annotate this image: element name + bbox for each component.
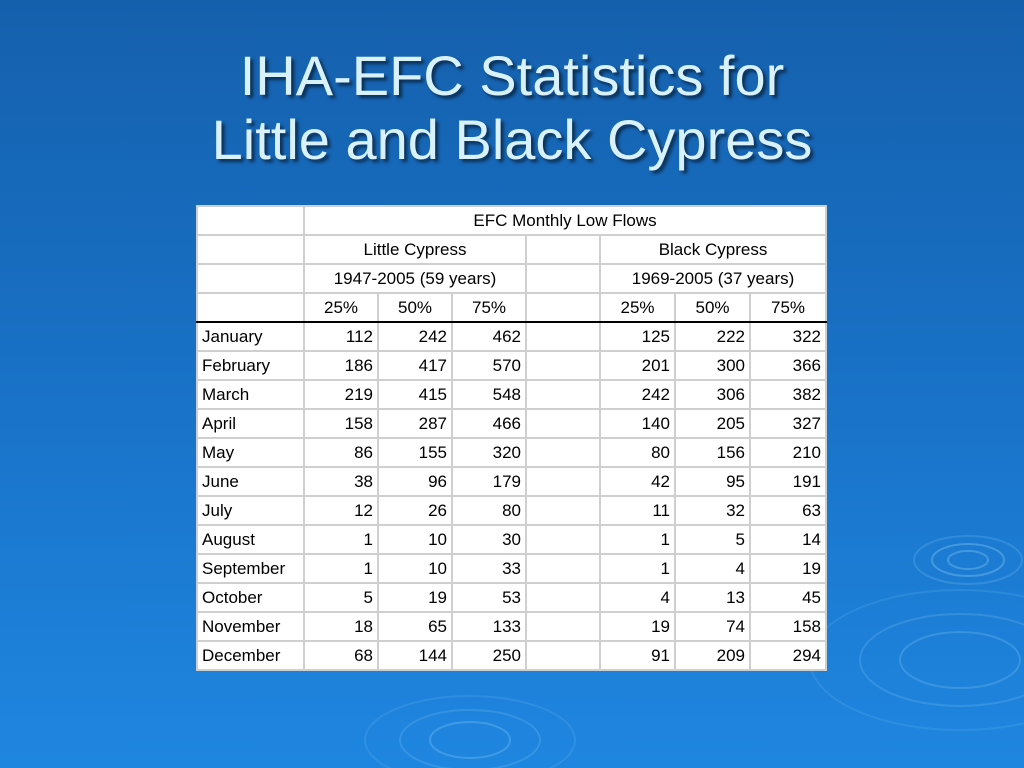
black-cypress-value: 327 xyxy=(750,409,826,438)
black-cypress-value: 242 xyxy=(600,380,675,409)
month-cell: June xyxy=(197,467,304,496)
little-cypress-value: 462 xyxy=(452,322,526,351)
month-cell: August xyxy=(197,525,304,554)
little-cypress-value: 1 xyxy=(304,525,378,554)
little-cypress-value: 466 xyxy=(452,409,526,438)
corner-cell xyxy=(197,293,304,322)
black-cypress-value: 201 xyxy=(600,351,675,380)
little-cypress-value: 96 xyxy=(378,467,452,496)
percentile-header: 50% xyxy=(675,293,750,322)
month-cell: April xyxy=(197,409,304,438)
little-cypress-value: 12 xyxy=(304,496,378,525)
slide-title-line2: Little and Black Cypress xyxy=(211,108,813,171)
spacer-cell xyxy=(526,525,600,554)
black-cypress-value: 322 xyxy=(750,322,826,351)
little-cypress-value: 144 xyxy=(378,641,452,670)
black-cypress-value: 11 xyxy=(600,496,675,525)
little-cypress-value: 18 xyxy=(304,612,378,641)
main-header: EFC Monthly Low Flows xyxy=(304,206,826,235)
black-cypress-value: 4 xyxy=(600,583,675,612)
little-cypress-value: 570 xyxy=(452,351,526,380)
little-cypress-value: 415 xyxy=(378,380,452,409)
black-cypress-value: 63 xyxy=(750,496,826,525)
spacer-cell xyxy=(526,467,600,496)
black-cypress-value: 125 xyxy=(600,322,675,351)
black-cypress-value: 42 xyxy=(600,467,675,496)
little-cypress-value: 26 xyxy=(378,496,452,525)
black-cypress-value: 13 xyxy=(675,583,750,612)
little-cypress-value: 179 xyxy=(452,467,526,496)
month-cell: October xyxy=(197,583,304,612)
little-cypress-value: 158 xyxy=(304,409,378,438)
table-row xyxy=(197,351,826,380)
spacer-cell xyxy=(526,612,600,641)
table-row xyxy=(197,496,826,525)
black-cypress-value: 1 xyxy=(600,554,675,583)
black-cypress-value: 366 xyxy=(750,351,826,380)
month-cell: July xyxy=(197,496,304,525)
black-cypress-value: 210 xyxy=(750,438,826,467)
efc-low-flows-table xyxy=(196,205,825,671)
percentile-header: 50% xyxy=(378,293,452,322)
black-cypress-value: 306 xyxy=(675,380,750,409)
table-body xyxy=(197,322,826,670)
black-cypress-value: 32 xyxy=(675,496,750,525)
spacer-cell xyxy=(526,264,600,293)
black-cypress-value: 95 xyxy=(675,467,750,496)
little-cypress-value: 287 xyxy=(378,409,452,438)
black-cypress-value: 382 xyxy=(750,380,826,409)
spacer-cell xyxy=(526,496,600,525)
black-cypress-value: 140 xyxy=(600,409,675,438)
table-row xyxy=(197,641,826,670)
spacer-cell xyxy=(526,583,600,612)
table-row xyxy=(197,525,826,554)
little-cypress-value: 86 xyxy=(304,438,378,467)
spacer-cell xyxy=(526,554,600,583)
spacer-cell xyxy=(526,641,600,670)
month-cell: January xyxy=(197,322,304,351)
period-black-cypress: 1969-2005 (37 years) xyxy=(600,264,826,293)
slide-title xyxy=(0,44,1024,172)
slide-title-line1: IHA-EFC Statistics for xyxy=(239,44,785,107)
corner-cell xyxy=(197,206,304,235)
table-row xyxy=(197,322,826,351)
black-cypress-value: 74 xyxy=(675,612,750,641)
black-cypress-value: 19 xyxy=(600,612,675,641)
corner-cell xyxy=(197,264,304,293)
little-cypress-value: 10 xyxy=(378,554,452,583)
black-cypress-value: 209 xyxy=(675,641,750,670)
little-cypress-value: 33 xyxy=(452,554,526,583)
black-cypress-value: 205 xyxy=(675,409,750,438)
black-cypress-value: 80 xyxy=(600,438,675,467)
little-cypress-value: 548 xyxy=(452,380,526,409)
black-cypress-value: 156 xyxy=(675,438,750,467)
black-cypress-value: 158 xyxy=(750,612,826,641)
period-little-cypress: 1947-2005 (59 years) xyxy=(304,264,526,293)
percentile-header: 75% xyxy=(452,293,526,322)
table-row xyxy=(197,583,826,612)
little-cypress-value: 19 xyxy=(378,583,452,612)
corner-cell xyxy=(197,235,304,264)
little-cypress-value: 320 xyxy=(452,438,526,467)
table-row xyxy=(197,409,826,438)
table-row xyxy=(197,380,826,409)
black-cypress-value: 14 xyxy=(750,525,826,554)
month-cell: February xyxy=(197,351,304,380)
black-cypress-value: 4 xyxy=(675,554,750,583)
spacer-cell xyxy=(526,380,600,409)
spacer-cell xyxy=(526,235,600,264)
black-cypress-value: 191 xyxy=(750,467,826,496)
little-cypress-value: 186 xyxy=(304,351,378,380)
little-cypress-value: 38 xyxy=(304,467,378,496)
percentile-header: 25% xyxy=(304,293,378,322)
little-cypress-value: 10 xyxy=(378,525,452,554)
little-cypress-value: 80 xyxy=(452,496,526,525)
month-cell: December xyxy=(197,641,304,670)
little-cypress-value: 53 xyxy=(452,583,526,612)
table-row xyxy=(197,467,826,496)
month-cell: March xyxy=(197,380,304,409)
little-cypress-value: 250 xyxy=(452,641,526,670)
month-cell: November xyxy=(197,612,304,641)
spacer-cell xyxy=(526,293,600,322)
little-cypress-value: 68 xyxy=(304,641,378,670)
group-black-cypress: Black Cypress xyxy=(600,235,826,264)
spacer-cell xyxy=(526,351,600,380)
black-cypress-value: 5 xyxy=(675,525,750,554)
little-cypress-value: 219 xyxy=(304,380,378,409)
little-cypress-value: 417 xyxy=(378,351,452,380)
little-cypress-value: 30 xyxy=(452,525,526,554)
table-row xyxy=(197,438,826,467)
little-cypress-value: 155 xyxy=(378,438,452,467)
little-cypress-value: 112 xyxy=(304,322,378,351)
black-cypress-value: 91 xyxy=(600,641,675,670)
black-cypress-value: 300 xyxy=(675,351,750,380)
spacer-cell xyxy=(526,438,600,467)
little-cypress-value: 242 xyxy=(378,322,452,351)
month-cell: May xyxy=(197,438,304,467)
black-cypress-value: 19 xyxy=(750,554,826,583)
black-cypress-value: 1 xyxy=(600,525,675,554)
percentile-header: 25% xyxy=(600,293,675,322)
month-cell: September xyxy=(197,554,304,583)
little-cypress-value: 133 xyxy=(452,612,526,641)
little-cypress-value: 5 xyxy=(304,583,378,612)
percentile-header: 75% xyxy=(750,293,826,322)
spacer-cell xyxy=(526,322,600,351)
table-row xyxy=(197,554,826,583)
little-cypress-value: 1 xyxy=(304,554,378,583)
table-row xyxy=(197,612,826,641)
black-cypress-value: 45 xyxy=(750,583,826,612)
spacer-cell xyxy=(526,409,600,438)
group-little-cypress: Little Cypress xyxy=(304,235,526,264)
little-cypress-value: 65 xyxy=(378,612,452,641)
black-cypress-value: 222 xyxy=(675,322,750,351)
black-cypress-value: 294 xyxy=(750,641,826,670)
